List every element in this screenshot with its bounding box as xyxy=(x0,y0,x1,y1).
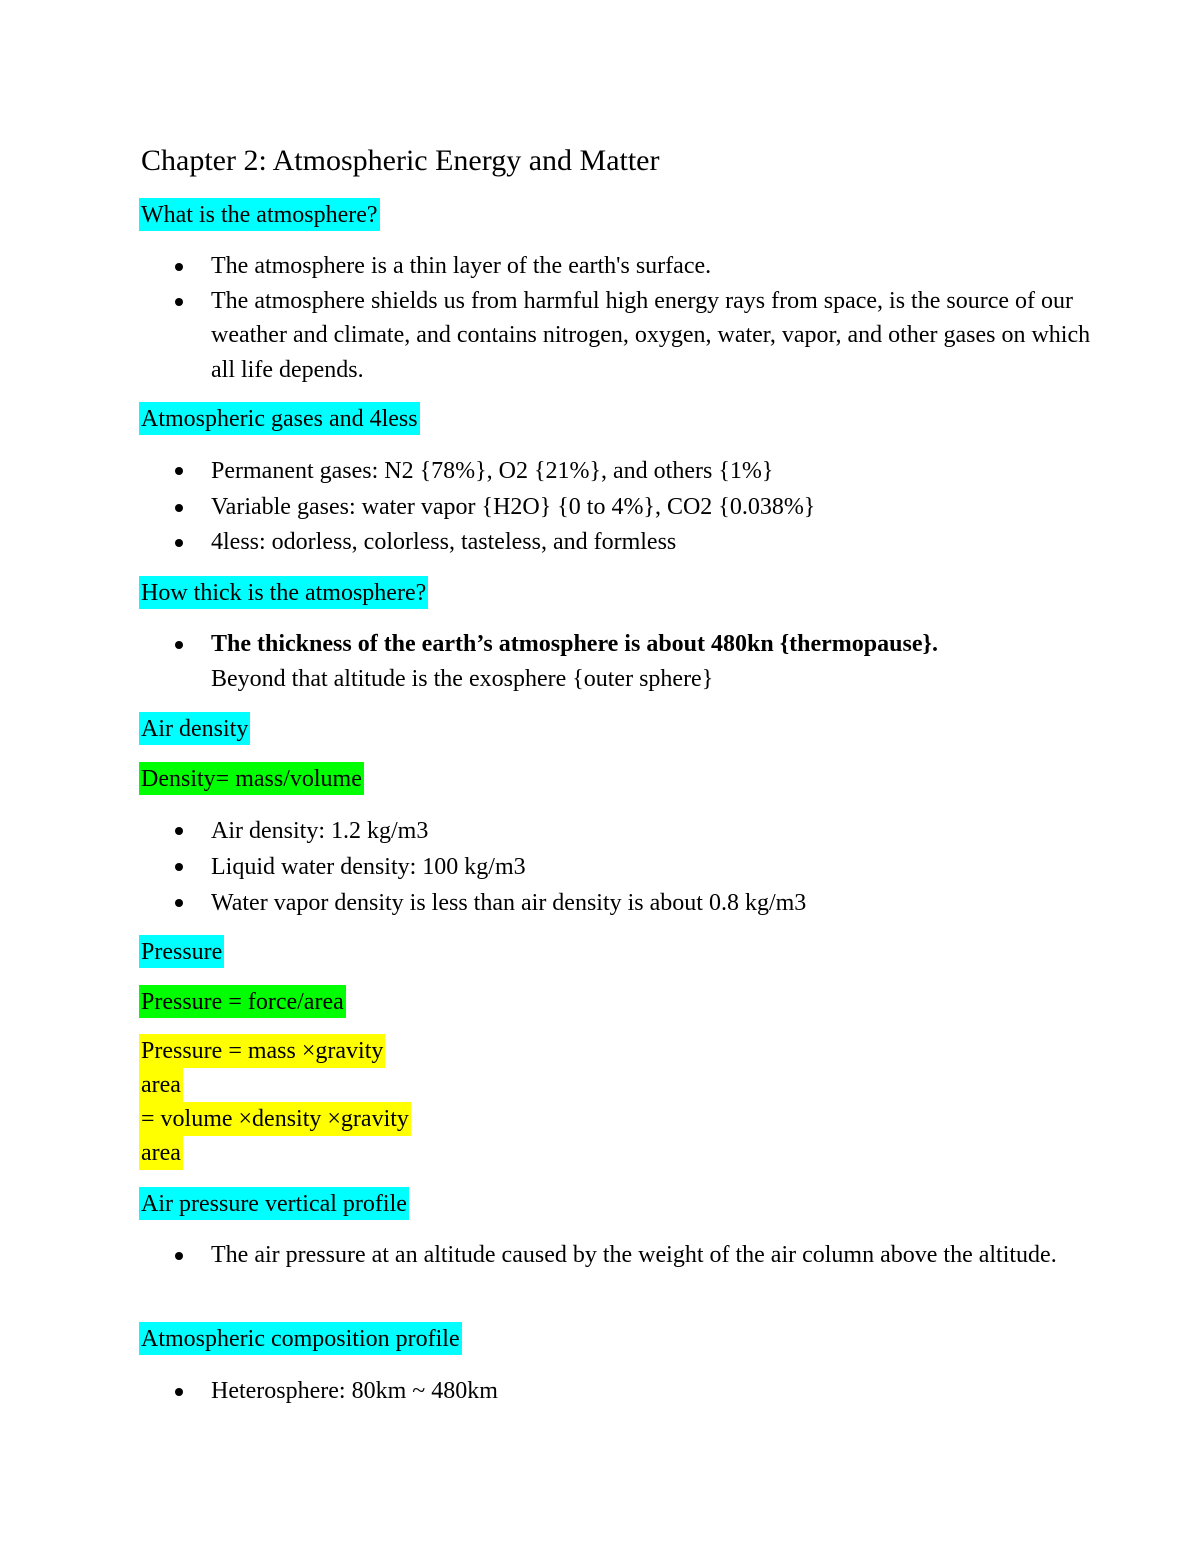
list-item: Water vapor density is less than air density is about 0.8 kg/m3 xyxy=(211,885,1091,921)
bullet-list xyxy=(211,627,1091,696)
formula-line: = volume ×density ×gravity xyxy=(139,1102,411,1136)
list-item: Liquid water density: 100 kg/m3 xyxy=(211,849,1091,885)
list-item: Permanent gases: N2 {78%}, O2 {21%}, and others {1%} xyxy=(211,453,1091,490)
formula-line: Pressure = mass ×gravity xyxy=(139,1034,385,1068)
section-heading: Air pressure vertical profile xyxy=(139,1187,409,1220)
bullet-list xyxy=(211,249,1091,387)
bullet-list xyxy=(211,453,1091,560)
list-item xyxy=(211,627,1091,696)
list-item: The air pressure at an altitude caused by the weight of the air column above the altitude. xyxy=(211,1238,1091,1273)
formula-line: area xyxy=(139,1136,183,1170)
list-item: The atmosphere is a thin layer of the earth's surface. xyxy=(211,249,1091,284)
list-item: 4less: odorless, colorless, tasteless, and formless xyxy=(211,525,1091,560)
section-heading: Atmospheric composition profile xyxy=(139,1322,462,1355)
bullet-list xyxy=(211,813,1091,921)
pressure-derivation xyxy=(141,1034,411,1170)
formula-line: area xyxy=(139,1068,183,1102)
section-heading: Air density xyxy=(139,712,250,745)
list-item: The atmosphere shields us from harmful high energy rays from space, is the source of our weather and climate, and contains nitrogen, oxygen, water, vapor, and other gases on which all life depends. xyxy=(211,284,1091,388)
section-heading: Pressure xyxy=(139,935,224,968)
chapter-title: Chapter 2: Atmospheric Energy and Matter xyxy=(141,144,660,177)
list-item-text: Beyond that altitude is the exosphere {outer sphere} xyxy=(211,665,714,692)
list-item: Heterosphere: 80km ~ 480km xyxy=(211,1374,1091,1409)
formula: Pressure = force/area xyxy=(139,985,346,1018)
bold-text: The thickness of the earth’s atmosphere is about 480kn {thermopause}. xyxy=(211,631,938,657)
formula: Density= mass/volume xyxy=(139,762,364,795)
section-heading: What is the atmosphere? xyxy=(139,198,380,231)
list-item: Air density: 1.2 kg/m3 xyxy=(211,813,1091,849)
bullet-list xyxy=(211,1238,1091,1273)
section-heading: How thick is the atmosphere? xyxy=(139,576,428,609)
bullet-list xyxy=(211,1374,1091,1409)
section-heading: Atmospheric gases and 4less xyxy=(139,402,420,435)
list-item: Variable gases: water vapor {H2O} {0 to 4%}, CO2 {0.038%} xyxy=(211,490,1091,525)
